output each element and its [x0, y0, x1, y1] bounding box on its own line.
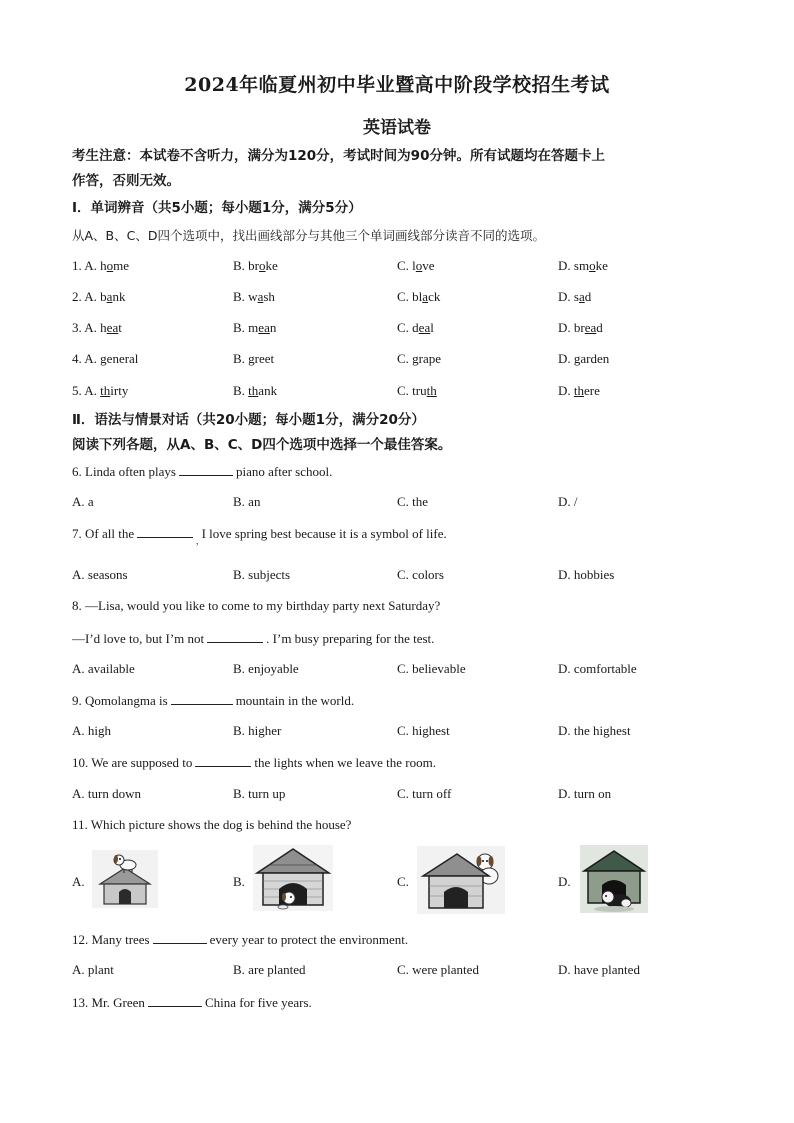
- answer-blank: [171, 692, 233, 705]
- dog-in-front-of-house-picture: [580, 845, 648, 913]
- option-label: 5. A.: [72, 383, 97, 398]
- q1-option-c: [397, 258, 435, 274]
- notice-line-2: 作答，否则无效。: [72, 173, 180, 189]
- q11-option-d-label: D.: [558, 874, 571, 889]
- q7-option-d: D. hobbies: [558, 567, 615, 582]
- word-pre: m: [248, 320, 259, 335]
- answer-blank: [195, 754, 251, 767]
- word-pre: bl: [412, 289, 423, 304]
- word-post: eneral: [106, 351, 139, 366]
- word-underlined-part: a: [106, 289, 113, 304]
- q8-option-a: A. available: [72, 661, 135, 676]
- exam-title: 2024年临夏州初中毕业暨高中阶段学校招生考试: [184, 74, 610, 96]
- question-8-line-2: —I’d love to, but I’m not . I’m busy preparing for the test.: [72, 631, 435, 646]
- word-underlined-part: g: [248, 351, 255, 366]
- q8-option-c: C. believable: [397, 661, 466, 676]
- q3-option-a: [72, 320, 122, 336]
- q4-option-d: [558, 351, 609, 367]
- option-label: B.: [233, 289, 245, 304]
- word-pre: h: [100, 320, 107, 335]
- word-post: d: [584, 289, 592, 304]
- word-underlined-part: g: [100, 351, 107, 366]
- word-post: t: [118, 320, 122, 335]
- section-1-instruction: 从A、B、C、D四个选项中，找出画线部分与其他三个单词画线部分读音不同的选项。: [72, 228, 545, 243]
- q10-option-d: D. turn on: [558, 786, 612, 801]
- word-underlined-part: th: [248, 383, 259, 398]
- word-post: ve: [422, 258, 435, 273]
- q8-option-d: D. comfortable: [558, 661, 637, 676]
- word-post: sh: [263, 289, 275, 304]
- exam-subtitle: 英语试卷: [363, 118, 431, 138]
- option-label: B.: [233, 383, 245, 398]
- q3-option-b: [233, 320, 276, 336]
- word-pre: w: [248, 289, 258, 304]
- option-label: 3. A.: [72, 320, 97, 335]
- word-underlined-part: ea: [106, 320, 119, 335]
- q4-option-a: [72, 351, 138, 367]
- q10-option-c: C. turn off: [397, 786, 452, 801]
- option-label: C.: [397, 320, 409, 335]
- q12-option-c: C. were planted: [397, 962, 479, 977]
- q4-option-b: [233, 351, 274, 367]
- q10-option-a: A. turn down: [72, 786, 141, 801]
- q11-option-c-label: C.: [397, 874, 409, 889]
- q5-option-d: [558, 383, 600, 399]
- q8-option-b: B. enjoyable: [233, 661, 299, 676]
- q1-option-a: [72, 258, 129, 274]
- q7-option-a: A. seasons: [72, 567, 128, 582]
- option-label: C.: [397, 289, 409, 304]
- q2-option-d: [558, 289, 591, 305]
- q10-option-b: B. turn up: [233, 786, 286, 801]
- section-1-title: Ⅰ．单词辨音（共5小题；每小题1分，满分5分）: [72, 200, 362, 216]
- word-post: ke: [595, 258, 608, 273]
- dog-behind-house-picture: [417, 846, 505, 914]
- word-post: ck: [428, 289, 441, 304]
- word-underlined-part: o: [259, 258, 266, 273]
- word-underlined-part: g: [573, 351, 581, 366]
- section-2-instruction: 阅读下列各题，从A、B、C、D四个选项中选择一个最佳答案。: [72, 437, 452, 453]
- option-label: C.: [397, 351, 409, 366]
- q7-option-c: C. colors: [397, 567, 444, 582]
- q2-option-a: [72, 289, 125, 305]
- q5-option-a: [72, 383, 128, 399]
- word-post: rape: [418, 351, 442, 366]
- question-7: 7. Of all the $_,$ I love spring best because it is a symbol of life.: [72, 526, 447, 546]
- word-post: n: [269, 320, 277, 335]
- word-pre: l: [412, 258, 416, 273]
- q2-option-b: [233, 289, 275, 305]
- word-post: l: [430, 320, 434, 335]
- option-label: D.: [558, 320, 571, 335]
- word-post: irty: [110, 383, 129, 398]
- option-label: B.: [233, 258, 245, 273]
- word-pre: br: [248, 258, 260, 273]
- word-pre: h: [100, 258, 107, 273]
- q6-option-c: C. the: [397, 494, 429, 509]
- option-label: D.: [558, 383, 571, 398]
- q9-option-b: B. higher: [233, 723, 282, 738]
- word-underlined-part: ea: [258, 320, 270, 335]
- word-pre: tru: [412, 383, 427, 398]
- question-12: 12. Many trees every year to protect the environment.: [72, 932, 409, 947]
- question-8-line-1: 8. —Lisa, would you like to come to my birthday party next Saturday?: [72, 598, 441, 613]
- option-label: B.: [233, 320, 245, 335]
- q12-option-b: B. are planted: [233, 962, 306, 977]
- exam-notice: [72, 144, 712, 194]
- notice-line-1: 考生注意：本试卷不含听力，满分为120分，考试时间为90分钟。所有试题均在答题卡上: [72, 148, 605, 164]
- q9-option-d: D. the highest: [558, 723, 631, 738]
- word-underlined-part: o: [589, 258, 596, 273]
- q5-option-b: [233, 383, 277, 399]
- word-underlined-part: o: [106, 258, 114, 273]
- option-label: B.: [233, 351, 245, 366]
- word-underlined-part: a: [422, 289, 429, 304]
- option-label: 2. A.: [72, 289, 97, 304]
- q1-option-b: [233, 258, 278, 274]
- q6-option-a: A. a: [72, 494, 94, 509]
- q11-option-b-label: B.: [233, 874, 245, 889]
- word-underlined-part: ea: [418, 320, 431, 335]
- word-underlined-part: th: [100, 383, 111, 398]
- q9-option-a: A. high: [72, 723, 111, 738]
- option-label: 1. A.: [72, 258, 97, 273]
- answer-blank: [148, 994, 202, 1007]
- word-underlined-part: g: [412, 351, 419, 366]
- q3-option-d: [558, 320, 603, 336]
- q1-option-d: [558, 258, 608, 274]
- word-underlined-part: th: [426, 383, 437, 398]
- word-post: ank: [258, 383, 278, 398]
- question-13: 13. Mr. Green China for five years.: [72, 995, 312, 1010]
- word-post: d: [596, 320, 603, 335]
- q3-option-c: [397, 320, 434, 336]
- word-post: reet: [254, 351, 275, 366]
- word-underlined-part: o: [415, 258, 423, 273]
- q6-option-d: D. /: [558, 494, 578, 509]
- question-9: 9. Qomolangma is mountain in the world.: [72, 693, 355, 708]
- q9-option-c: C. highest: [397, 723, 450, 738]
- word-underlined-part: th: [573, 383, 585, 398]
- question-10: 10. We are supposed to the lights when we leave the room.: [72, 755, 436, 770]
- word-pre: s: [573, 289, 579, 304]
- q5-option-c: [397, 383, 437, 399]
- answer-blank: [153, 931, 207, 944]
- dog-in-house-picture: [253, 845, 333, 911]
- q7-option-b: B. subjects: [233, 567, 291, 582]
- word-underlined-part: a: [578, 289, 585, 304]
- q11-option-a-label: A.: [72, 874, 85, 889]
- answer-blank: [207, 630, 263, 643]
- q12-option-a: A. plant: [72, 962, 114, 977]
- option-label: D.: [558, 289, 571, 304]
- answer-blank: [137, 525, 193, 538]
- q12-option-d: D. have planted: [558, 962, 640, 977]
- word-pre: sm: [573, 258, 590, 273]
- option-label: D.: [558, 258, 571, 273]
- question-6: 6. Linda often plays piano after school.: [72, 464, 333, 479]
- word-post: arden: [580, 351, 610, 366]
- section-2-title: Ⅱ．语法与情景对话（共20小题；每小题1分，满分20分）: [72, 412, 425, 428]
- q2-option-c: [397, 289, 440, 305]
- word-pre: d: [412, 320, 419, 335]
- option-label: 4. A.: [72, 351, 97, 366]
- word-underlined-part: ea: [584, 320, 597, 335]
- option-label: C.: [397, 258, 409, 273]
- word-pre: b: [100, 289, 107, 304]
- option-label: C.: [397, 383, 409, 398]
- word-post: ke: [265, 258, 278, 273]
- option-label: D.: [558, 351, 571, 366]
- word-post: ere: [584, 383, 600, 398]
- q4-option-c: [397, 351, 441, 367]
- word-post: nk: [112, 289, 126, 304]
- q6-option-b: B. an: [233, 494, 261, 509]
- word-pre: br: [573, 320, 585, 335]
- answer-blank: [179, 463, 233, 476]
- word-underlined-part: a: [257, 289, 264, 304]
- question-11: 11. Which picture shows the dog is behind the house?: [72, 817, 352, 832]
- word-post: me: [113, 258, 130, 273]
- dog-on-house-picture: [92, 850, 158, 908]
